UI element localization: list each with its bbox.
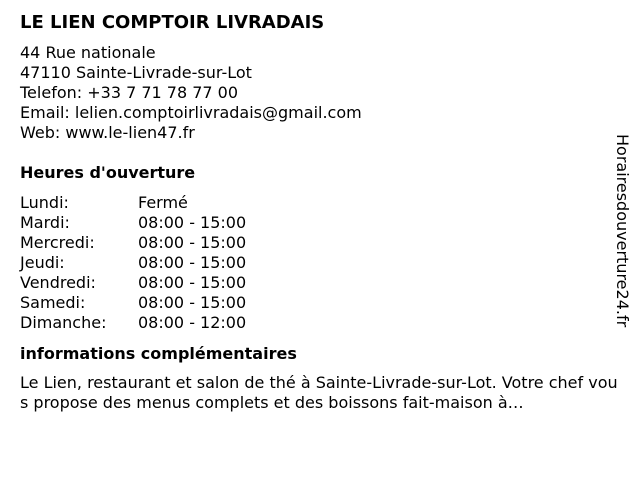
phone-line: Telefon: +33 7 71 78 77 00 — [20, 83, 239, 102]
day-hours: 08:00 - 15:00 — [138, 273, 247, 292]
day-hours: 08:00 - 15:00 — [138, 293, 247, 312]
hours-row-friday — [20, 273, 246, 293]
business-name: LE LIEN COMPTOIR LIVRADAIS — [20, 12, 325, 33]
day-hours: 08:00 - 15:00 — [138, 253, 247, 272]
additional-info-text: Le Lien, restaurant et salon de thé à Sainte-Livrade-sur-Lot. Votre chef vous propose des menus complets et des boissons fait-maison à… — [20, 373, 618, 412]
city-address: 47110 Sainte-Livrade-sur-Lot — [20, 63, 252, 82]
hours-row-monday — [20, 193, 246, 213]
hours-row-thursday — [20, 253, 246, 273]
hours-row-tuesday — [20, 213, 246, 233]
day-hours: 08:00 - 15:00 — [138, 213, 247, 232]
day-label: Lundi: — [20, 193, 69, 212]
additional-info-title: informations complémentaires — [20, 344, 297, 363]
day-label: Mercredi: — [20, 233, 95, 252]
hours-row-wednesday — [20, 233, 246, 253]
street-address: 44 Rue nationale — [20, 43, 156, 62]
web-line: Web: www.le-lien47.fr — [20, 123, 195, 142]
day-hours: 08:00 - 12:00 — [138, 313, 247, 332]
day-label: Jeudi: — [20, 253, 65, 272]
day-hours: Fermé — [138, 193, 188, 212]
day-label: Vendredi: — [20, 273, 96, 292]
hours-row-sunday — [20, 313, 246, 333]
day-label: Mardi: — [20, 213, 70, 232]
hours-row-saturday — [20, 293, 246, 313]
contact-block — [20, 43, 620, 143]
opening-hours-title: Heures d'ouverture — [20, 163, 196, 182]
email-line: Email: lelien.comptoirlivradais@gmail.com — [20, 103, 362, 122]
site-watermark: Horairesdouverture24.fr — [613, 134, 632, 328]
opening-hours-table — [20, 193, 246, 333]
day-label: Samedi: — [20, 293, 86, 312]
business-card — [20, 10, 620, 413]
day-hours: 08:00 - 15:00 — [138, 233, 247, 252]
day-label: Dimanche: — [20, 313, 107, 332]
